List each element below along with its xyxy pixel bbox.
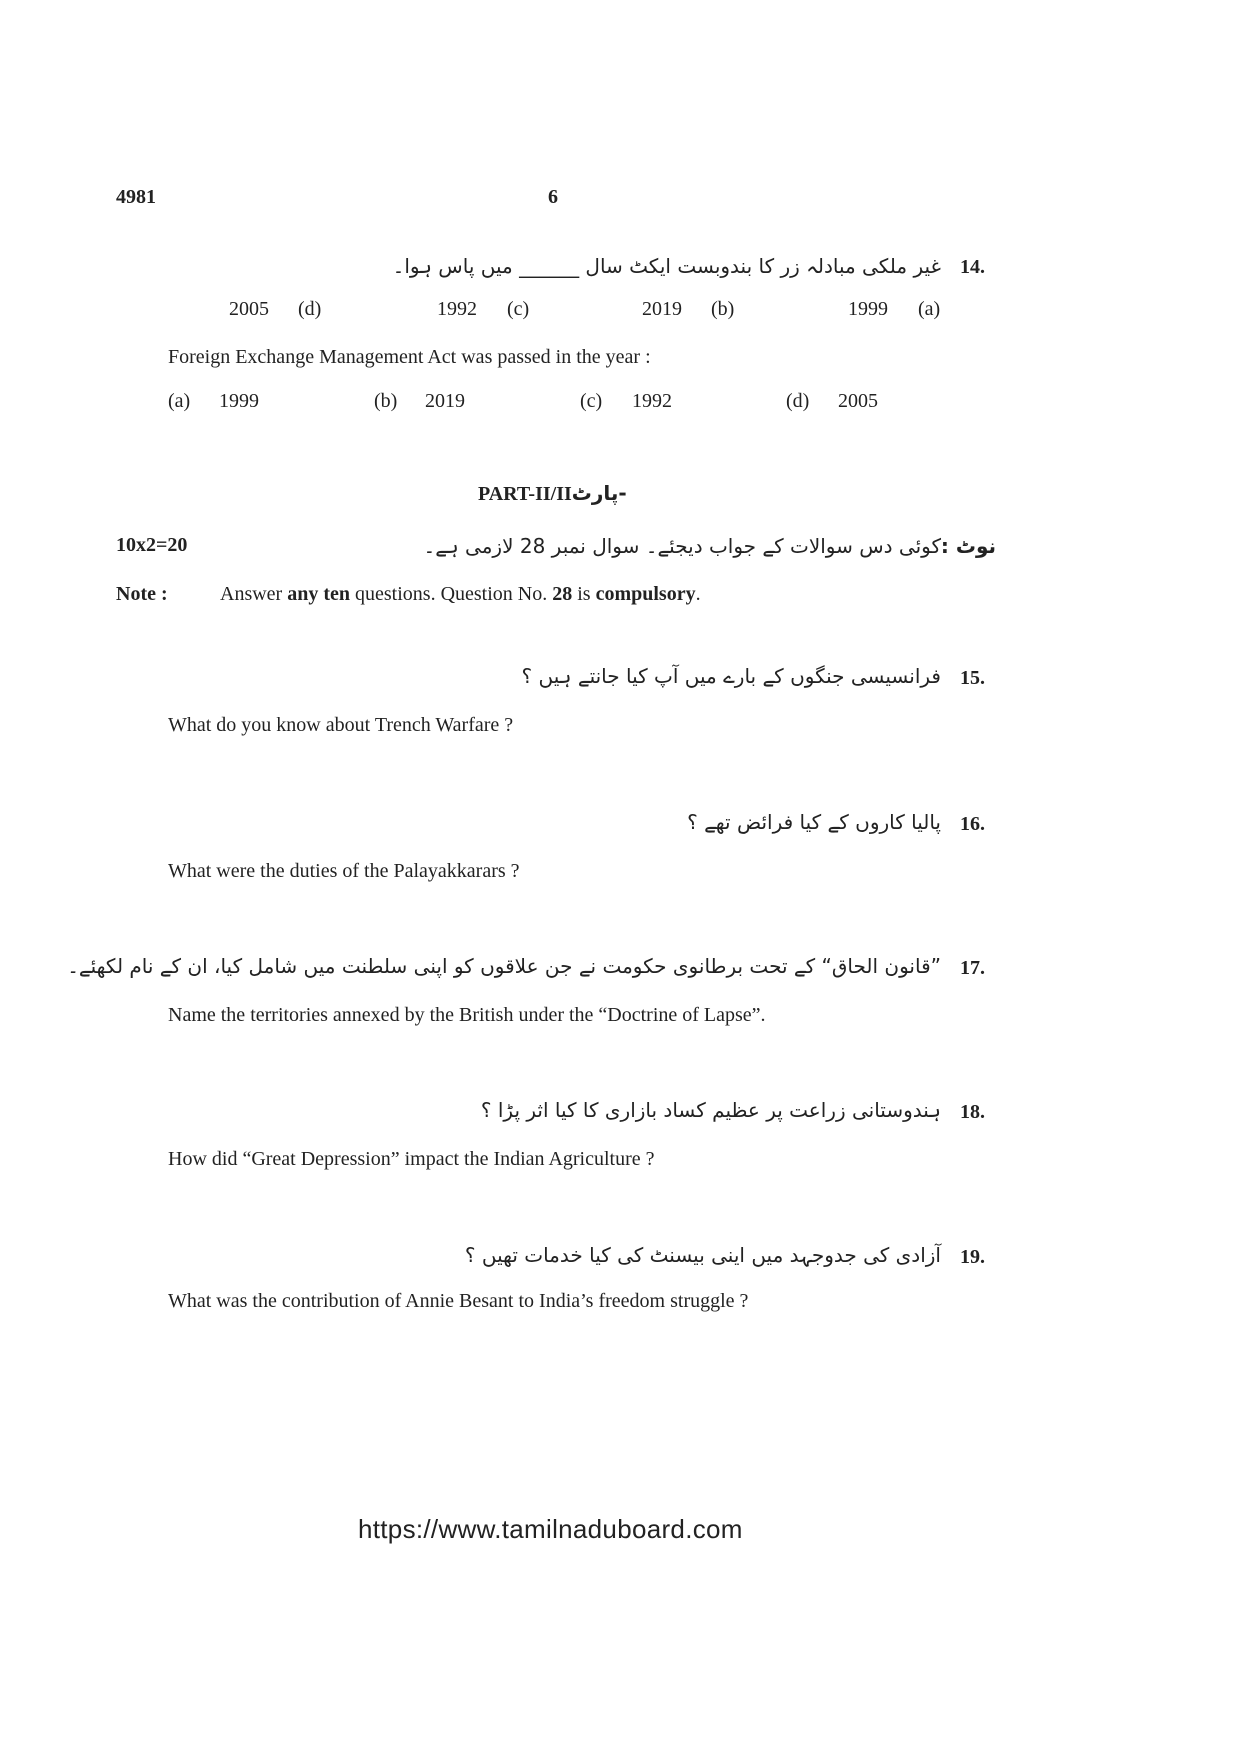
q16-number: 16.: [960, 813, 985, 835]
q18-english-text: How did “Great Depression” impact the Indian Agriculture ?: [168, 1148, 655, 1170]
q14-option-b-value: 2019: [425, 390, 465, 412]
paper-code: 4981: [116, 186, 156, 208]
q19-urdu-text: آزادی کی جدوجہد میں اینی بیسنٹ کی کیا خدمات تھیں ؟: [464, 1243, 941, 1267]
q14-option-a-value: 1999: [219, 390, 259, 412]
q14-option-d-label: (d): [786, 390, 810, 412]
q17-urdu-text: ”قانون الحاق“ کے تحت برطانوی حکومت نے جن علاقوں کو اپنی سلطنت میں شامل کیا، ان کے نام لکھئے۔: [67, 954, 941, 978]
q17-english-text: Name the territories annexed by the British under the “Doctrine of Lapse”.: [168, 1004, 766, 1026]
footer-url[interactable]: https://www.tamilnaduboard.com: [358, 1514, 743, 1544]
q14-urdu-option-a-label: (a): [918, 298, 941, 320]
q14-urdu-text: غیر ملکی مبادلہ زر کا بندوبست ایکٹ سال ______ میں پاس ہوا۔: [392, 254, 941, 278]
page-number: 6: [548, 186, 558, 208]
q18-number: 18.: [960, 1101, 985, 1123]
q14-urdu-option-a-value: 1999: [848, 298, 888, 320]
q17-number: 17.: [960, 957, 985, 979]
q16-english-text: [168, 860, 520, 883]
note-text-1: Answer: [220, 583, 283, 605]
q14-number: 14.: [960, 256, 985, 278]
q14-option-c-label: (c): [580, 390, 603, 412]
note-question-number: 28: [552, 583, 573, 605]
q14-english-text: Foreign Exchange Management Act was passed in the year :: [168, 346, 651, 368]
q16-english-c: of the Palayakkarars ?: [342, 860, 520, 882]
q14-option-d-value: 2005: [838, 390, 878, 412]
note-text-5: is: [577, 583, 591, 605]
note-text: [220, 583, 701, 606]
note-compulsory: compulsory: [595, 583, 696, 605]
note-label: Note :: [116, 583, 168, 605]
q16-english-a: What were the: [168, 860, 285, 882]
note-text-3: questions. Question No.: [355, 583, 548, 605]
q16-english-b: duties: [289, 860, 338, 882]
q14-urdu-option-d-value: 2005: [229, 298, 269, 320]
q14-option-c-value: 1992: [632, 390, 672, 412]
q15-urdu-text: فرانسیسی جنگوں کے بارے میں آپ کیا جانتے ہیں ؟: [521, 664, 941, 688]
part-heading: [478, 481, 627, 506]
q14-urdu-option-c-label: (c): [507, 298, 530, 320]
q18-urdu-text: ہندوستانی زراعت پر عظیم کساد بازاری کا کیا اثر پڑا ؟: [480, 1098, 941, 1122]
q14-option-b-label: (b): [374, 390, 398, 412]
part-title-ur: -پارٹ: [571, 481, 627, 505]
q14-urdu-option-d-label: (d): [298, 298, 322, 320]
note-urdu-text: کوئی دس سوالات کے جواب دیجئے۔ سوال نمبر 28 لازمی ہے۔: [423, 534, 941, 558]
q16-urdu-text: پالیا کاروں کے کیا فرائض تھے ؟: [687, 810, 941, 834]
part-title-en: PART-II/II: [478, 483, 572, 505]
note-urdu-label: نوٹ :: [940, 534, 996, 558]
q14-urdu-option-c-value: 1992: [437, 298, 477, 320]
note-text-7: .: [695, 583, 701, 605]
q19-number: 19.: [960, 1246, 985, 1268]
note-any-ten: any ten: [287, 583, 351, 605]
q15-english-text: What do you know about Trench Warfare ?: [168, 714, 514, 736]
marks-scheme: 10x2=20: [116, 534, 188, 556]
q19-english-text: What was the contribution of Annie Besant to India’s freedom struggle ?: [168, 1290, 749, 1312]
q14-urdu-option-b-label: (b): [711, 298, 735, 320]
q14-option-a-label: (a): [168, 390, 191, 412]
q15-number: 15.: [960, 667, 985, 689]
q14-urdu-option-b-value: 2019: [642, 298, 682, 320]
